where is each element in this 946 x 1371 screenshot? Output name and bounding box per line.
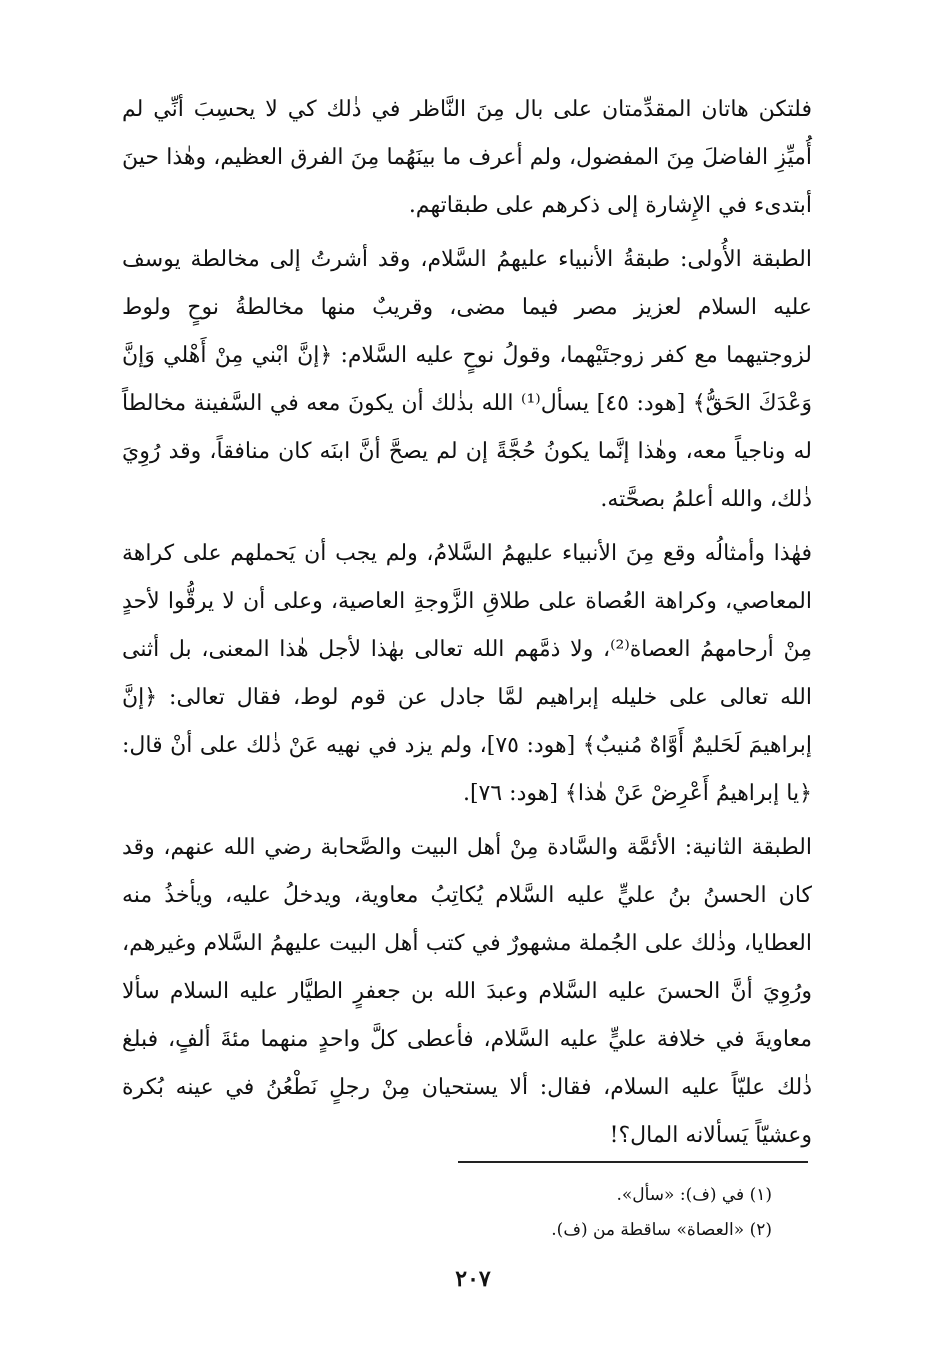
main-text [122,86,812,1166]
footnote-2: (٢) «العصاة» ساقطة من (ف). [551,1220,772,1240]
paragraph-first-class: الطبقة الأُولى: طبقةُ الأنبياء عليهمُ السَّلام، وقد أشرتُ إلى مخالطة يوسف عليه السلام لعزيز مصر فيما مضى، وقريبٌ منها مخالطةُ نوحٍ ولوط لزوجتيهما مع كفر زوجتَيْهما، وقولُ نوحٍ عليه السَّلام: ﴿إنَّ ابْني مِنْ أَهْلي وَإنَّ وَعْدَكَ الحَقُّ﴾ [هود: ٤٥] يسأل⁽¹⁾ الله بذٰلك أن يكونَ معه في السَّفينة مخالطاً له وناجياً معه، وهٰذا إنَّما يكونُ حُجَّةً إن لم يصحَّ أنَّ ابنَه كان منافقاً، وقد رُوِيَ ذٰلك، والله أعلمُ بصحَّته. [122,247,812,512]
footnote-divider [458,1161,808,1163]
footnote-1: (١) في (ف): «سأل». [616,1185,772,1205]
paragraph-intro: فلتكن هاتان المقدِّمتان على بال مِنَ النَّاظر في ذٰلك كي لا يحسِبَ أنِّي لم أُميِّزِ الفاضلَ مِنَ المفضول، ولم أعرف ما بينَهُما مِنَ الفرق العظيم، وهٰذا حينَ أبتدىء في الإِشارة إلى ذكرهم على طبقاتهم. [122,97,812,218]
footnotes [122,1178,772,1248]
paragraph-second-class: الطبقة الثانية: الأئمَّة والسَّادة مِنْ أهل البيت والصَّحابة رضي الله عنهم، وقد كان الحسنُ بنُ عليٍّ عليه السَّلام يُكاتِبُ معاوية، ويدخلُ عليه، ويأخذُ منه العطايا، وذٰلك على الجُملة مشهورٌ في كتب أهل البيت عليهمُ السَّلام وغيرهم، ورُوِيَ أنَّ الحسنَ عليه السَّلام وعبدَ الله بن جعفرٍ الطيَّار عليه السلام سألا معاويةَ في خلافة عليٍّ عليه السَّلام، فأعطى كلَّ واحدٍ منهما مئةَ ألفٍ، فبلغ ذٰلك عليّاً عليه السلام، فقال: ألا يستحيان مِنْ رجلٍ نَطْعُنُ في عينه بُكرة وعشيّاً يَسألانه المال؟! [122,835,812,1148]
page-number: ٢٠٧ [455,1266,491,1292]
paragraph-prophets-examples: فهٰذا وأمثالُه وقع مِنَ الأنبياء عليهمُ السَّلامُ، ولم يجب أن يَحملهم على كراهة المعاصي، وكراهة العُصاة على طلاقِ الزَّوجةِ العاصية، وعلى أن لا يرقُّوا لأحدٍ مِنْ أرحامهمُ العصاة⁽²⁾، ولا ذمَّهم الله تعالى بهٰذا لأجل هٰذا المعنى، بل أثنى الله تعالى على خليله إبراهيم لمَّا جادل عن قوم لوط، فقال تعالى: ﴿إنَّ إبراهيمَ لَحَليمٌ أَوَّاهٌ مُنيبٌ﴾ [هود: ٧٥]، ولم يزد في نهيه عَنْ ذٰلك على أنْ قال: ﴿يا إبراهيمُ أَعْرِضْ عَنْ هٰذا﴾ [هود: ٧٦]. [122,541,812,806]
